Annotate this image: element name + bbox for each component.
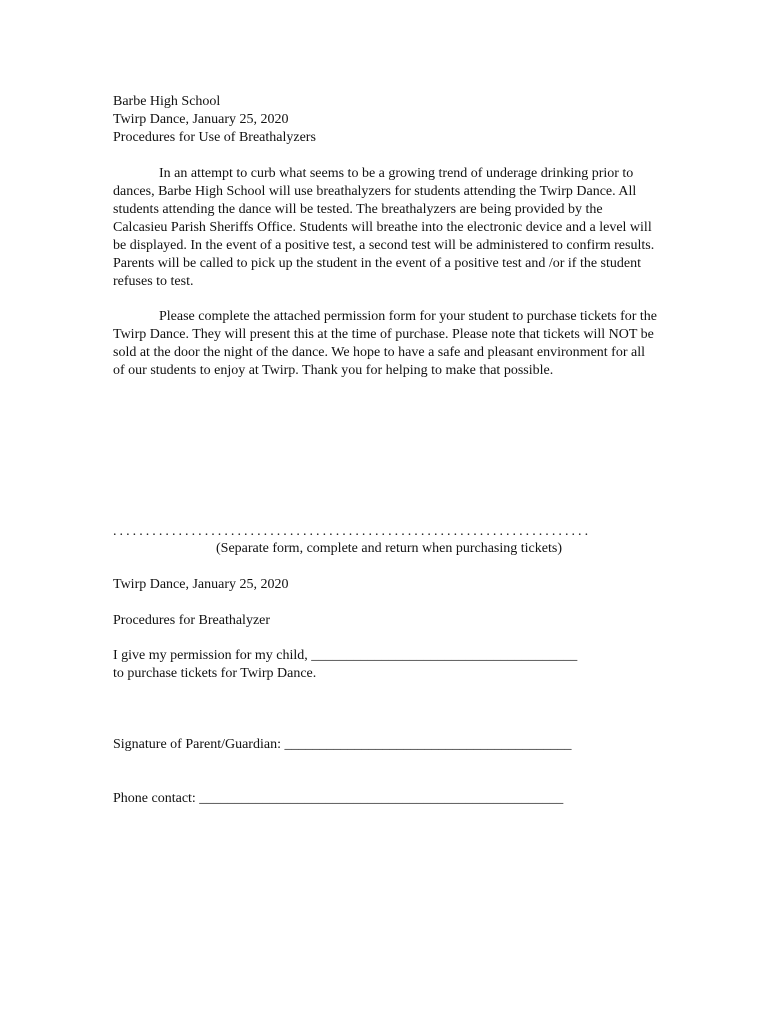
school-name: Barbe High School [113, 94, 221, 109]
child-name-field[interactable]: I give my permission for my child, ______________________________________ [113, 648, 578, 663]
cut-line-separator: ......................................................................... [113, 525, 592, 539]
phone-contact-field[interactable]: Phone contact: ____________________________________________________ [113, 791, 564, 806]
separate-form-note: (Separate form, complete and return when purchasing tickets) [216, 541, 562, 556]
permission-continuation: to purchase tickets for Twirp Dance. [113, 666, 317, 681]
document-subject: Procedures for Use of Breathalyzers [113, 130, 316, 145]
paragraph-permission-request: Please complete the attached permission form for your student to purchase tickets for the Twirp Dance. They will present this at the time of purchase. Please note that tickets will NOT be sold at the door the night of the dance. We hope to have a safe and pleasant environment for all of our students to enjoy at Twirp. Thank you for helping to make that possible. [113, 309, 658, 378]
form-title: Procedures for Breathalyzer [113, 613, 271, 628]
event-title: Twirp Dance, January 25, 2020 [113, 112, 289, 127]
parent-signature-field[interactable]: Signature of Parent/Guardian: _________________________________________ [113, 737, 572, 752]
form-event-title: Twirp Dance, January 25, 2020 [113, 577, 289, 592]
paragraph-breathalyzer-policy: In an attempt to curb what seems to be a growing trend of underage drinking prior to dances, Barbe High School will use breathalyzers for students attending the Twirp Dance. All students attending the dance will be tested. The breathalyzers are being provided by the Calcasieu Parish Sheriffs Office. Students will breathe into the electronic device and a level will be displayed. In the event of a positive test, a second test will be administered to confirm results. Parents will be called to pick up the student in the event of a positive test and /or if the student refuses to test. [113, 166, 655, 289]
